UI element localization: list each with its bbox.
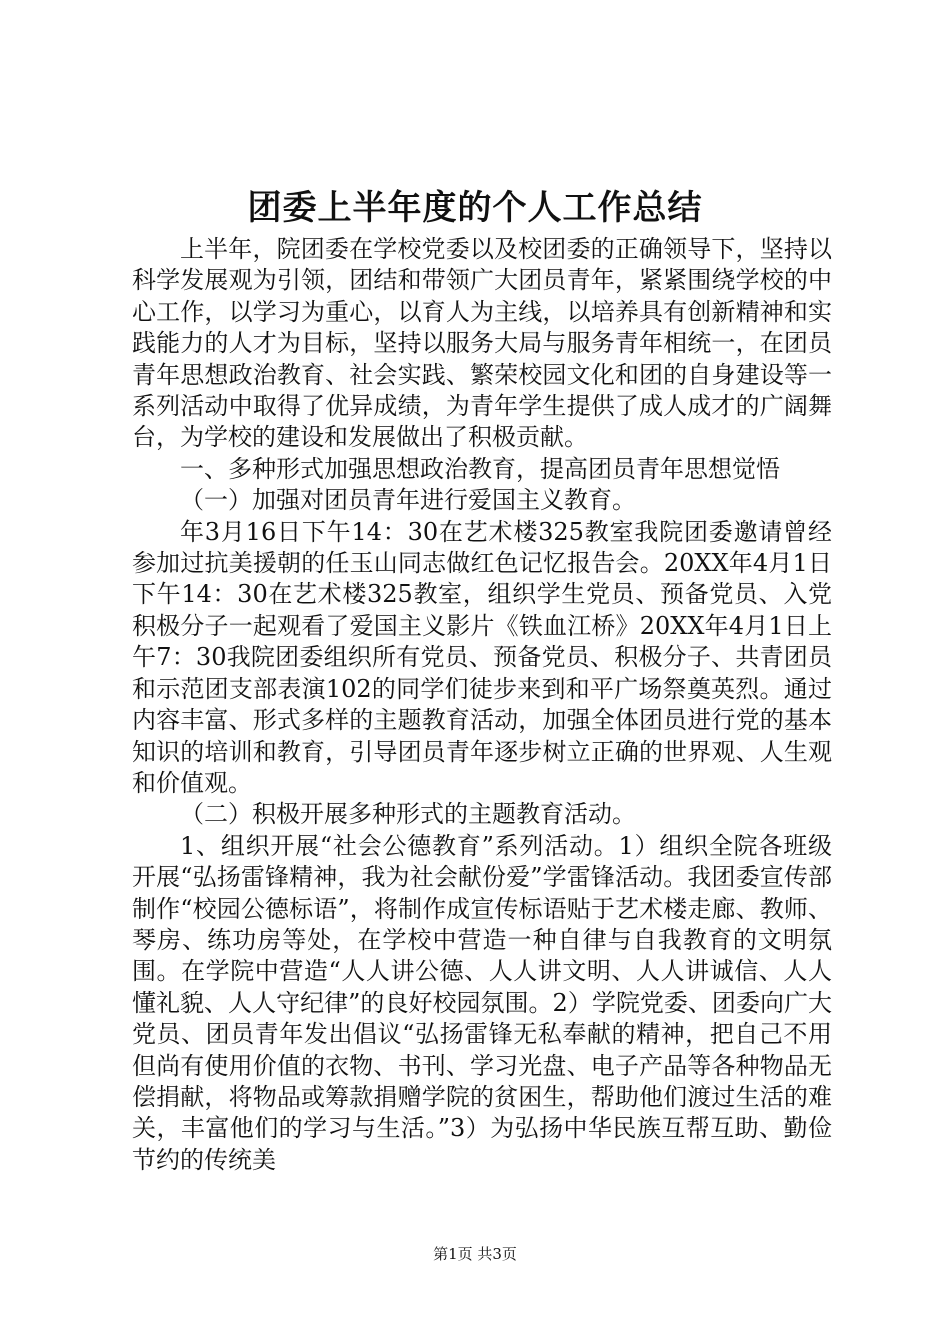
subsection-heading-2: （二）积极开展多种形式的主题教育活动。 [180, 800, 636, 829]
page-number-footer: 第1页 共3页 [433, 1245, 517, 1263]
document-title: 团委上半年度的个人工作总结 [247, 188, 703, 228]
subsection-heading-1: （一）加强对团员青年进行爱国主义教育。 [180, 486, 636, 515]
section-heading-1: 一、多种形式加强思想政治教育，提高团员青年思想觉悟 [180, 454, 780, 483]
paragraph-public-morality: 1、组织开展“社会公德教育”系列活动。1）组织全院各班级开展“弘扬雷锋精神，我为社会献份爱”学雷锋活动。我团委宣传部制作“校园公德标语”，将制作成宣传标语贴于艺术楼走廊、教师、琴房、练功房等处，在学校中营造一种自律与自我教育的文明氛围。在学院中营造“人人讲公德、人人讲文明、人人讲诚信、人人懂礼貌、人人守纪律”的良好校园氛围。2）学院党委、团委向广大党员、团员青年发出倡议“弘扬雷锋无私奉献的精神，把自己不用但尚有使用价值的衣物、书刊、学习光盘、电子产品等各种物品无偿捐献，将物品或筹款捐赠学院的贫困生，帮助他们渡过生活的难关，丰富他们的学习与生活。”3）为弘扬中华民族互帮互助、勤俭节约的传统美 [132, 831, 832, 1174]
paragraph-patriotic-education: 年3月16日下午14：30在艺术楼325教室我院团委邀请曾经参加过抗美援朝的任玉山同志做红色记忆报告会。20XX年4月1日下午14：30在艺术楼325教室，组织学生党员、预备党员、入党积极分子一起观看了爱国主义影片《铁血江桥》20XX年4月1日上午7：30我院团委组织所有党员、预备党员、积极分子、共青团员和示范团支部表演102的同学们徒步来到和平广场祭奠英烈。通过内容丰富、形式多样的主题教育活动，加强全体团员进行党的基本知识的培训和教育，引导团员青年逐步树立正确的世界观、人生观和价值观。 [132, 517, 832, 797]
document-body [132, 234, 832, 1176]
paragraph-intro: 上半年，院团委在学校党委以及校团委的正确领导下，坚持以科学发展观为引领，团结和带领广大团员青年，紧紧围绕学校的中心工作，以学习为重心，以育人为主线，以培养具有创新精神和实践能力的人才为目标，坚持以服务大局与服务青年相统一，在团员青年思想政治教育、社会实践、繁荣校园文化和团的自身建设等一系列活动中取得了优异成绩，为青年学生提供了成人成才的广阔舞台，为学校的建设和发展做出了积极贡献。 [132, 235, 832, 452]
